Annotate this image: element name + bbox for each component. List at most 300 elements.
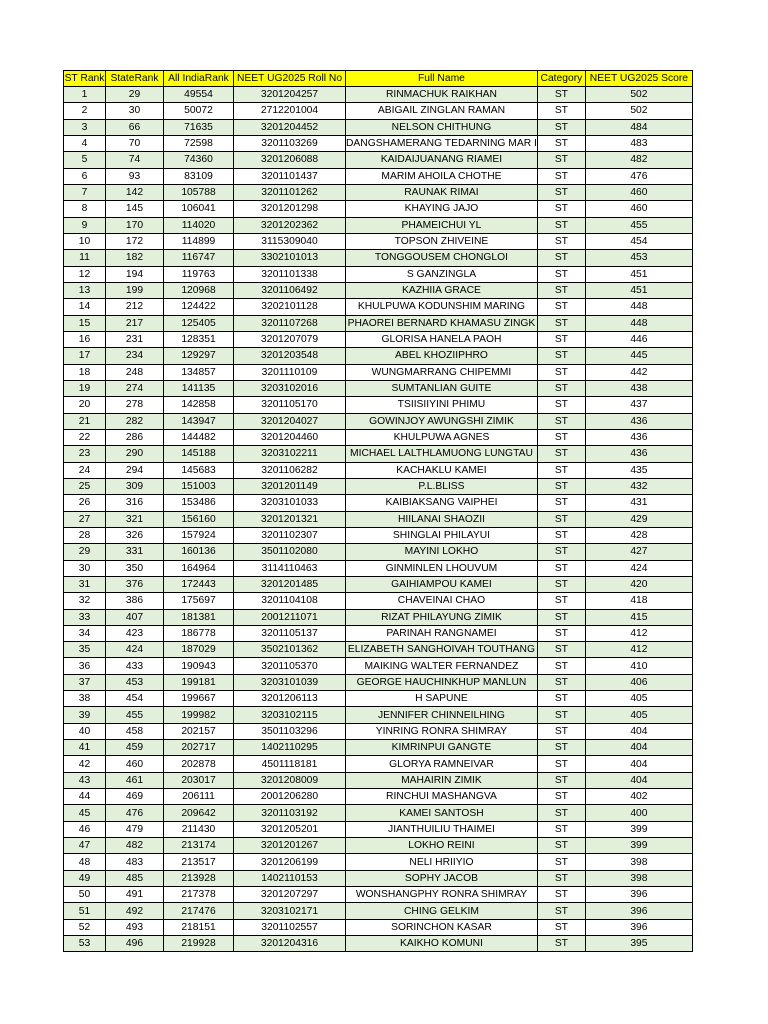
full-name-cell: H SAPUNE [346,691,538,707]
category-cell: ST [537,642,585,658]
full-name-cell: SORINCHON KASAR [346,919,538,935]
score-cell: 429 [585,511,692,527]
state-rank-cell: 469 [106,789,164,805]
st-rank-cell: 15 [64,315,106,331]
header-state-rank: StateRank [106,71,164,87]
category-cell: ST [537,103,585,119]
table-row [64,103,693,119]
st-rank-cell: 41 [64,740,106,756]
state-rank-cell: 424 [106,642,164,658]
category-cell: ST [537,462,585,478]
table-row [64,527,693,543]
state-rank-cell: 316 [106,495,164,511]
category-cell: ST [537,838,585,854]
all-india-rank-cell: 219928 [164,936,234,952]
all-india-rank-cell: 202717 [164,740,234,756]
roll-no-cell: 3202101128 [234,299,346,315]
table-row [64,397,693,413]
all-india-rank-cell: 114020 [164,217,234,233]
full-name-cell: GAIHIAMPOU KAMEI [346,576,538,592]
category-cell: ST [537,674,585,690]
category-cell: ST [537,495,585,511]
roll-no-cell: 3201107268 [234,315,346,331]
full-name-cell: WONSHANGPHY RONRA SHIMRAY [346,887,538,903]
roll-no-cell: 3201106492 [234,282,346,298]
st-rank-cell: 11 [64,250,106,266]
state-rank-cell: 485 [106,870,164,886]
full-name-cell: KHAYING JAJO [346,201,538,217]
roll-no-cell: 1402110295 [234,740,346,756]
table-row [64,184,693,200]
all-india-rank-cell: 217476 [164,903,234,919]
st-rank-cell: 33 [64,609,106,625]
category-cell: ST [537,511,585,527]
table-row [64,756,693,772]
all-india-rank-cell: 199667 [164,691,234,707]
category-cell: ST [537,135,585,151]
st-rank-cell: 18 [64,364,106,380]
category-cell: ST [537,854,585,870]
table-row [64,919,693,935]
all-india-rank-cell: 124422 [164,299,234,315]
score-cell: 451 [585,282,692,298]
roll-no-cell: 3201205201 [234,821,346,837]
table-row [64,723,693,739]
score-cell: 437 [585,397,692,413]
all-india-rank-cell: 203017 [164,772,234,788]
category-cell: ST [537,315,585,331]
category-cell: ST [537,380,585,396]
roll-no-cell: 3201102307 [234,527,346,543]
state-rank-cell: 286 [106,429,164,445]
rank-table [63,70,693,952]
st-rank-cell: 44 [64,789,106,805]
state-rank-cell: 294 [106,462,164,478]
all-india-rank-cell: 74360 [164,152,234,168]
category-cell: ST [537,266,585,282]
roll-no-cell: 3203102211 [234,446,346,462]
full-name-cell: RINMACHUK RAIKHAN [346,87,538,103]
score-cell: 484 [585,119,692,135]
all-india-rank-cell: 160136 [164,544,234,560]
table-row [64,331,693,347]
score-cell: 399 [585,838,692,854]
full-name-cell: CHING GELKIM [346,903,538,919]
category-cell: ST [537,168,585,184]
category-cell: ST [537,364,585,380]
full-name-cell: TOPSON ZHIVEINE [346,233,538,249]
all-india-rank-cell: 114899 [164,233,234,249]
score-cell: 398 [585,854,692,870]
st-rank-cell: 22 [64,429,106,445]
state-rank-cell: 483 [106,854,164,870]
score-cell: 415 [585,609,692,625]
category-cell: ST [537,723,585,739]
all-india-rank-cell: 175697 [164,593,234,609]
state-rank-cell: 29 [106,87,164,103]
category-cell: ST [537,119,585,135]
st-rank-cell: 12 [64,266,106,282]
table-row [64,201,693,217]
category-cell: ST [537,250,585,266]
full-name-cell: KAZHIIA GRACE [346,282,538,298]
table-row [64,609,693,625]
state-rank-cell: 350 [106,560,164,576]
all-india-rank-cell: 134857 [164,364,234,380]
roll-no-cell: 3201201149 [234,478,346,494]
score-cell: 435 [585,462,692,478]
full-name-cell: HIILANAI SHAOZII [346,511,538,527]
full-name-cell: KHULPUWA AGNES [346,429,538,445]
full-name-cell: MAIKING WALTER FERNANDEZ [346,658,538,674]
st-rank-cell: 50 [64,887,106,903]
state-rank-cell: 172 [106,233,164,249]
category-cell: ST [537,446,585,462]
category-cell: ST [537,348,585,364]
full-name-cell: JIANTHUILIU THAIMEI [346,821,538,837]
all-india-rank-cell: 49554 [164,87,234,103]
all-india-rank-cell: 164964 [164,560,234,576]
category-cell: ST [537,527,585,543]
roll-no-cell: 3201201321 [234,511,346,527]
all-india-rank-cell: 153486 [164,495,234,511]
state-rank-cell: 453 [106,674,164,690]
st-rank-cell: 42 [64,756,106,772]
state-rank-cell: 331 [106,544,164,560]
table-row [64,625,693,641]
score-cell: 427 [585,544,692,560]
roll-no-cell: 2712201004 [234,103,346,119]
full-name-cell: LOKHO REINI [346,838,538,854]
category-cell: ST [537,756,585,772]
full-name-cell: GEORGE HAUCHINKHUP MANLUN [346,674,538,690]
state-rank-cell: 386 [106,593,164,609]
full-name-cell: TSIISIIYINI PHIMU [346,397,538,413]
state-rank-cell: 217 [106,315,164,331]
score-cell: 454 [585,233,692,249]
full-name-cell: CHAVEINAI CHAO [346,593,538,609]
full-name-cell: MARIM AHOILA CHOTHE [346,168,538,184]
table-row [64,364,693,380]
all-india-rank-cell: 119763 [164,266,234,282]
roll-no-cell: 3203102016 [234,380,346,396]
score-cell: 410 [585,658,692,674]
header-full-name: Full Name [346,71,538,87]
score-cell: 460 [585,184,692,200]
category-cell: ST [537,919,585,935]
roll-no-cell: 3203101033 [234,495,346,511]
score-cell: 460 [585,201,692,217]
state-rank-cell: 482 [106,838,164,854]
all-india-rank-cell: 217378 [164,887,234,903]
score-cell: 399 [585,821,692,837]
table-row [64,511,693,527]
category-cell: ST [537,903,585,919]
roll-no-cell: 3201207079 [234,331,346,347]
category-cell: ST [537,821,585,837]
state-rank-cell: 458 [106,723,164,739]
full-name-cell: GOWINJOY AWUNGSHI ZIMIK [346,413,538,429]
full-name-cell: SOPHY JACOB [346,870,538,886]
roll-no-cell: 3201203548 [234,348,346,364]
state-rank-cell: 142 [106,184,164,200]
table-row [64,315,693,331]
state-rank-cell: 182 [106,250,164,266]
all-india-rank-cell: 83109 [164,168,234,184]
st-rank-cell: 16 [64,331,106,347]
st-rank-cell: 8 [64,201,106,217]
state-rank-cell: 491 [106,887,164,903]
table-row [64,560,693,576]
st-rank-cell: 53 [64,936,106,952]
category-cell: ST [537,152,585,168]
category-cell: ST [537,413,585,429]
state-rank-cell: 74 [106,152,164,168]
score-cell: 446 [585,331,692,347]
score-cell: 405 [585,691,692,707]
category-cell: ST [537,184,585,200]
table-row [64,119,693,135]
state-rank-cell: 493 [106,919,164,935]
table-row [64,282,693,298]
st-rank-cell: 28 [64,527,106,543]
full-name-cell: KACHAKLU KAMEI [346,462,538,478]
table-row [64,446,693,462]
full-name-cell: GLORISA HANELA PAOH [346,331,538,347]
roll-no-cell: 3201204452 [234,119,346,135]
full-name-cell: DANGSHAMERANG TEDARNING MAR I [346,135,538,151]
table-row [64,789,693,805]
st-rank-cell: 27 [64,511,106,527]
score-cell: 448 [585,299,692,315]
category-cell: ST [537,87,585,103]
state-rank-cell: 282 [106,413,164,429]
st-rank-cell: 43 [64,772,106,788]
table-row [64,413,693,429]
all-india-rank-cell: 105788 [164,184,234,200]
score-cell: 405 [585,707,692,723]
roll-no-cell: 1402110153 [234,870,346,886]
score-cell: 502 [585,87,692,103]
category-cell: ST [537,397,585,413]
table-row [64,495,693,511]
roll-no-cell: 4501118181 [234,756,346,772]
score-cell: 502 [585,103,692,119]
full-name-cell: RINCHUI MASHANGVA [346,789,538,805]
score-cell: 396 [585,887,692,903]
st-rank-cell: 9 [64,217,106,233]
table-row [64,233,693,249]
table-row [64,821,693,837]
state-rank-cell: 476 [106,805,164,821]
st-rank-cell: 19 [64,380,106,396]
roll-no-cell: 3114110463 [234,560,346,576]
score-cell: 402 [585,789,692,805]
category-cell: ST [537,772,585,788]
category-cell: ST [537,789,585,805]
table-row [64,87,693,103]
table-row [64,642,693,658]
header-score: NEET UG2025 Score [585,71,692,87]
state-rank-cell: 290 [106,446,164,462]
category-cell: ST [537,707,585,723]
st-rank-cell: 2 [64,103,106,119]
score-cell: 436 [585,413,692,429]
state-rank-cell: 234 [106,348,164,364]
roll-no-cell: 3201101437 [234,168,346,184]
all-india-rank-cell: 142858 [164,397,234,413]
st-rank-cell: 5 [64,152,106,168]
table-body [64,87,693,952]
roll-no-cell: 3201102557 [234,919,346,935]
full-name-cell: KAIDAIJUANANG RIAMEI [346,152,538,168]
table-row [64,380,693,396]
st-rank-cell: 7 [64,184,106,200]
full-name-cell: PARINAH RANGNAMEI [346,625,538,641]
table-row [64,740,693,756]
state-rank-cell: 455 [106,707,164,723]
category-cell: ST [537,691,585,707]
all-india-rank-cell: 218151 [164,919,234,935]
all-india-rank-cell: 72598 [164,135,234,151]
state-rank-cell: 326 [106,527,164,543]
state-rank-cell: 93 [106,168,164,184]
roll-no-cell: 2001206280 [234,789,346,805]
full-name-cell: WUNGMARRANG CHIPEMMI [346,364,538,380]
table-row [64,805,693,821]
table-row [64,936,693,952]
table-row [64,772,693,788]
roll-no-cell: 3201202362 [234,217,346,233]
full-name-cell: MICHAEL LALTHLAMUONG LUNGTAU [346,446,538,462]
st-rank-cell: 39 [64,707,106,723]
all-india-rank-cell: 129297 [164,348,234,364]
full-name-cell: GLORYA RAMNEIVAR [346,756,538,772]
st-rank-cell: 36 [64,658,106,674]
all-india-rank-cell: 199181 [164,674,234,690]
score-cell: 395 [585,936,692,952]
roll-no-cell: 3201201298 [234,201,346,217]
st-rank-cell: 14 [64,299,106,315]
st-rank-cell: 40 [64,723,106,739]
table-row [64,658,693,674]
roll-no-cell: 3501103296 [234,723,346,739]
all-india-rank-cell: 202878 [164,756,234,772]
category-cell: ST [537,560,585,576]
table-row [64,429,693,445]
category-cell: ST [537,217,585,233]
roll-no-cell: 3201106282 [234,462,346,478]
roll-no-cell: 2001211071 [234,609,346,625]
all-india-rank-cell: 213928 [164,870,234,886]
roll-no-cell: 3203102171 [234,903,346,919]
category-cell: ST [537,299,585,315]
full-name-cell: SHINGLAI PHILAYUI [346,527,538,543]
roll-no-cell: 3201204257 [234,87,346,103]
roll-no-cell: 3502101362 [234,642,346,658]
category-cell: ST [537,887,585,903]
full-name-cell: NELSON CHITHUNG [346,119,538,135]
state-rank-cell: 66 [106,119,164,135]
all-india-rank-cell: 120968 [164,282,234,298]
roll-no-cell: 3201201267 [234,838,346,854]
state-rank-cell: 278 [106,397,164,413]
state-rank-cell: 248 [106,364,164,380]
st-rank-cell: 47 [64,838,106,854]
st-rank-cell: 34 [64,625,106,641]
st-rank-cell: 13 [64,282,106,298]
st-rank-cell: 26 [64,495,106,511]
st-rank-cell: 45 [64,805,106,821]
table-row [64,707,693,723]
all-india-rank-cell: 190943 [164,658,234,674]
st-rank-cell: 29 [64,544,106,560]
roll-no-cell: 3201204316 [234,936,346,952]
score-cell: 442 [585,364,692,380]
score-cell: 432 [585,478,692,494]
table-row [64,674,693,690]
table-row [64,135,693,151]
st-rank-cell: 23 [64,446,106,462]
full-name-cell: YINRING RONRA SHIMRAY [346,723,538,739]
full-name-cell: KAIBIAKSANG VAIPHEI [346,495,538,511]
full-name-cell: ELIZABETH SANGHOIVAH TOUTHANG [346,642,538,658]
st-rank-cell: 49 [64,870,106,886]
category-cell: ST [537,805,585,821]
table-row [64,887,693,903]
state-rank-cell: 231 [106,331,164,347]
header-all-india-rank: All IndiaRank [164,71,234,87]
category-cell: ST [537,625,585,641]
full-name-cell: S GANZINGLA [346,266,538,282]
all-india-rank-cell: 141135 [164,380,234,396]
table-row [64,838,693,854]
table-row [64,348,693,364]
state-rank-cell: 376 [106,576,164,592]
roll-no-cell: 3201204460 [234,429,346,445]
score-cell: 398 [585,870,692,886]
all-india-rank-cell: 213517 [164,854,234,870]
roll-no-cell: 3201208009 [234,772,346,788]
st-rank-cell: 1 [64,87,106,103]
full-name-cell: MAHAIRIN ZIMIK [346,772,538,788]
category-cell: ST [537,282,585,298]
st-rank-cell: 24 [64,462,106,478]
table-row [64,266,693,282]
all-india-rank-cell: 128351 [164,331,234,347]
all-india-rank-cell: 50072 [164,103,234,119]
table-row [64,854,693,870]
score-cell: 404 [585,772,692,788]
full-name-cell: GINMINLEN LHOUVUM [346,560,538,576]
state-rank-cell: 492 [106,903,164,919]
score-cell: 412 [585,625,692,641]
all-india-rank-cell: 206111 [164,789,234,805]
header-roll-no: NEET UG2025 Roll No [234,71,346,87]
roll-no-cell: 3201101262 [234,184,346,200]
table-row [64,217,693,233]
st-rank-cell: 48 [64,854,106,870]
roll-no-cell: 3201101338 [234,266,346,282]
st-rank-cell: 4 [64,135,106,151]
roll-no-cell: 3201105370 [234,658,346,674]
state-rank-cell: 454 [106,691,164,707]
st-rank-cell: 25 [64,478,106,494]
all-india-rank-cell: 71635 [164,119,234,135]
state-rank-cell: 30 [106,103,164,119]
score-cell: 412 [585,642,692,658]
header-category: Category [537,71,585,87]
